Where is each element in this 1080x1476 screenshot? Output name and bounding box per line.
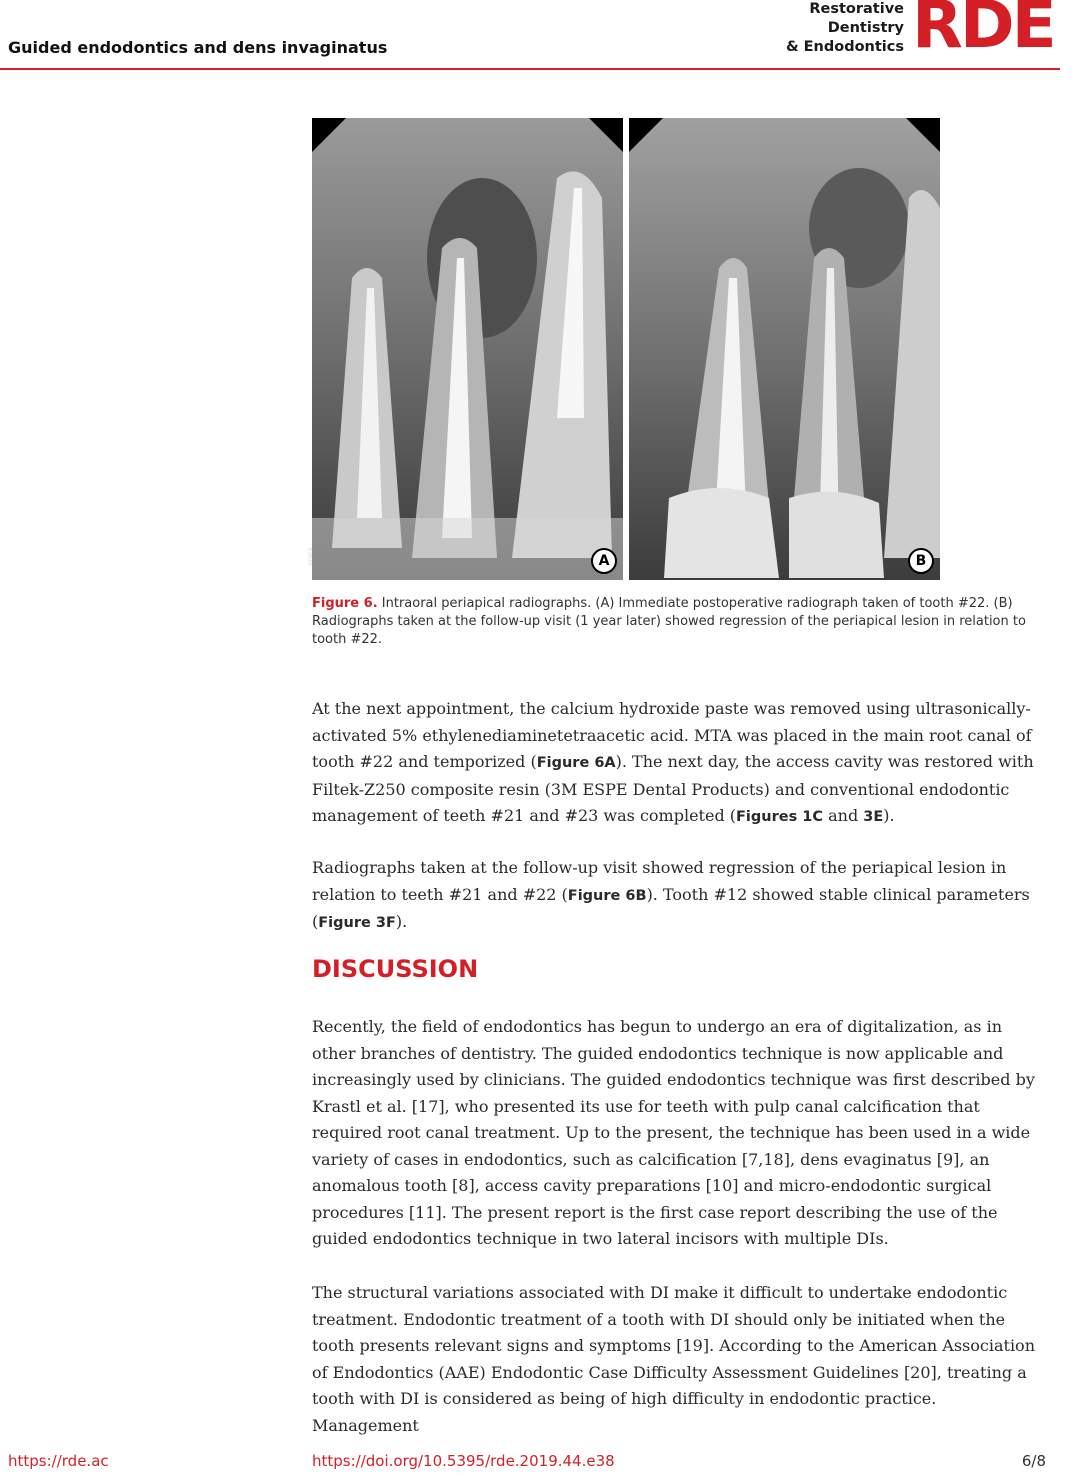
paragraph xyxy=(312,855,1047,937)
text-run: ). The next day, the access cavity was restored with Filtek-Z250 composite resin (3M ESPE Dental Products) and conventional endodontic management of teeth #21 and #23 was completed ( xyxy=(312,752,1034,825)
text-run: ). xyxy=(395,912,408,931)
text-run: Radiographs taken at the follow-up visit showed regression of the periapical lesion in relation to teeth #21 and #22 ( xyxy=(312,858,1007,904)
text-run: and xyxy=(823,806,864,825)
radiograph-panel-a xyxy=(307,118,623,580)
figure-reference-link[interactable]: Figure 6B xyxy=(567,887,647,904)
running-title: Guided endodontics and dens invaginatus xyxy=(8,38,388,57)
journal-name-line: Dentistry xyxy=(827,20,904,36)
radiograph-panel-b xyxy=(629,118,940,580)
radiograph-a-image xyxy=(312,118,623,580)
radiograph-b-image xyxy=(629,118,940,580)
header-divider xyxy=(0,68,1060,70)
paragraph: Recently, the field of endodontics has begun to undergo an era of digitalization, as in other branches of dentistry. The guided endodontics technique is now applicable and increasingly used by clinicians. The guided endodontics technique was first described by Krastl et al. [17], who presented its use for teeth with pulp canal calcification that required root canal treatment. Up to the present, the technique has been used in a wide variety of cases in endodontics, such as calcification [7,18], dens evaginatus [9], an anomalous tooth [8], access cavity preparations [10] and micro-endodontic surgical procedures [11]. The present report is the first case report describing the use of the guided endodontics technique in two lateral incisors with multiple DIs. xyxy=(312,1017,1035,1248)
paragraph xyxy=(312,696,1047,831)
text-run: ). xyxy=(883,806,895,825)
caption-text: Intraoral periapical radiographs. (A) Immediate postoperative radiograph taken of tooth #22. (B) Radiographs taken at the follow-up visit (1 year later) showed regression of the periapical lesion in relation to tooth #22. xyxy=(312,596,1026,647)
section-heading-discussion: DISCUSSION xyxy=(312,955,479,983)
figure-reference-link[interactable]: Figures 1C xyxy=(736,809,824,825)
journal-name-line: Restorative xyxy=(809,1,904,17)
journal-name xyxy=(786,0,904,57)
figure-reference-link[interactable]: Figure 6A xyxy=(536,755,616,771)
journal-site-link[interactable]: https://rde.ac xyxy=(8,1452,109,1470)
journal-logo: RDE xyxy=(912,0,1054,63)
figure-6 xyxy=(307,118,940,580)
caption-label: Figure 6. xyxy=(312,596,378,611)
text-run: At the next appointment, the calcium hydroxide paste was removed using ultrasonically-activated 5% ethylenediaminetetraacetic acid. MTA was placed in the main root canal of tooth #22 and temporized ( xyxy=(312,699,1032,771)
paragraph: The structural variations associated with DI make it difficult to undertake endodontic treatment. Endodontic treatment of a tooth with DI should only be initiated when the tooth presents relevant signs and symptoms [19]. According to the American Association of Endodontics (AAE) Endodontic Case Difficulty Assessment Guidelines [20], treating a tooth with DI is considered as being of high difficulty in endodontic practice. Management xyxy=(312,1283,1035,1435)
page-number: 6/8 xyxy=(1021,1452,1046,1470)
figure-reference-link[interactable]: 3E xyxy=(863,809,884,825)
doi-link[interactable]: https://doi.org/10.5395/rde.2019.44.e38 xyxy=(312,1452,615,1470)
radiograph-watermark: sirona xyxy=(307,547,314,566)
panel-a-label: A xyxy=(591,548,617,574)
figure-caption xyxy=(312,595,1032,649)
text-run: ). Tooth #12 showed stable clinical parameters ( xyxy=(312,884,1030,931)
panel-b-label: B xyxy=(908,548,934,574)
journal-name-line: & Endodontics xyxy=(785,39,904,55)
figure-reference-link[interactable]: Figure 3F xyxy=(318,915,396,931)
